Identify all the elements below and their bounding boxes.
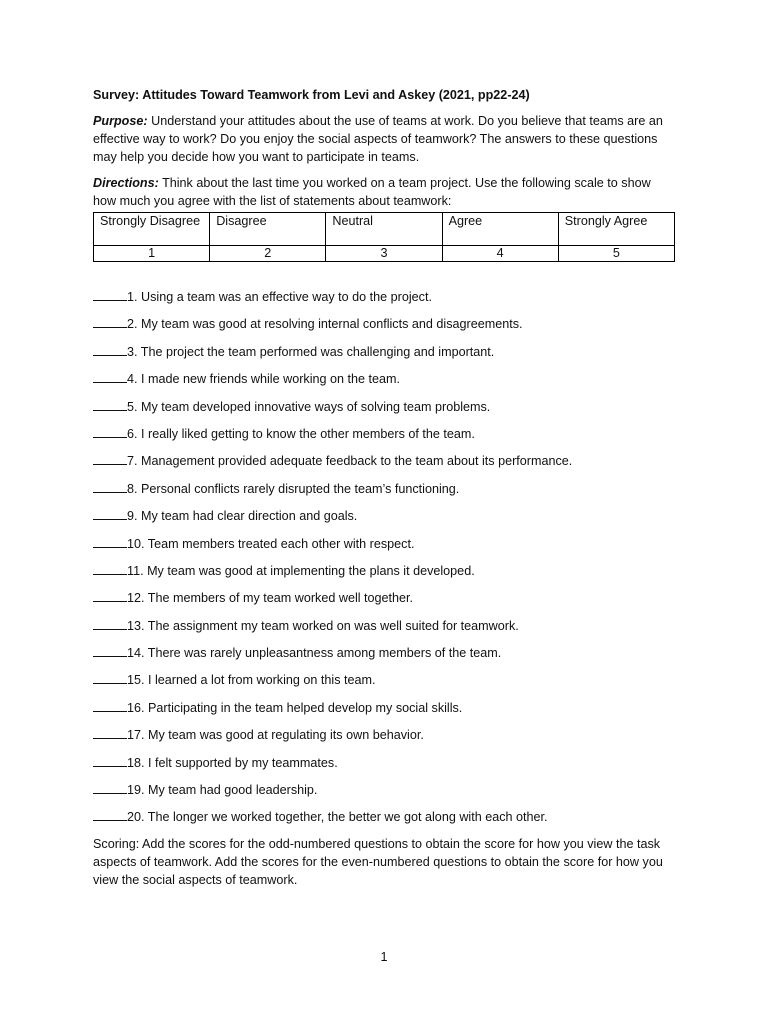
purpose-paragraph [93, 112, 675, 166]
survey-item [93, 589, 675, 616]
scale-value-cell: 4 [442, 246, 558, 262]
survey-title: Survey: Attitudes Toward Teamwork from Levi and Askey (2021, pp22-24) [93, 88, 530, 102]
survey-item [93, 315, 675, 342]
directions-text: Think about the last time you worked on a team project. Use the following scale to show how much you agree with the list of statements about teamwork: [93, 176, 651, 208]
survey-item-text: 13. The assignment my team worked on was well suited for teamwork. [127, 618, 519, 633]
survey-item-text: 14. There was rarely unpleasantness among members of the team. [127, 646, 502, 661]
scoring-paragraph: Scoring: Add the scores for the odd-numbered questions to obtain the score for how you view the task aspects of teamwork. Add the scores for the even-numbered questions to obtain the score for how you view the social aspects of teamwork. [93, 836, 663, 887]
answer-blank[interactable] [93, 617, 127, 630]
answer-blank[interactable] [93, 699, 127, 712]
survey-item-text: 16. Participating in the team helped develop my social skills. [127, 700, 463, 715]
scale-label-cell: Agree [442, 213, 558, 246]
survey-item [93, 425, 675, 452]
survey-item-text: 7. Management provided adequate feedback to the team about its performance. [127, 454, 573, 469]
answer-blank[interactable] [93, 535, 127, 548]
survey-item [93, 781, 675, 808]
rating-scale-table [93, 212, 675, 262]
scale-labels-row [94, 213, 675, 246]
answer-blank[interactable] [93, 726, 127, 739]
survey-item-text: 18. I felt supported by my teammates. [127, 755, 338, 770]
answer-blank[interactable] [93, 671, 127, 684]
survey-item-text: 10. Team members treated each other with respect. [127, 536, 415, 551]
survey-item [93, 370, 675, 397]
survey-item [93, 452, 675, 479]
scale-value-cell: 2 [210, 246, 326, 262]
survey-item [93, 535, 675, 562]
survey-item-text: 11. My team was good at implementing the plans it developed. [127, 563, 475, 578]
scale-values-row [94, 246, 675, 262]
survey-item-text: 5. My team developed innovative ways of solving team problems. [127, 399, 491, 414]
answer-blank[interactable] [93, 480, 127, 493]
answer-blank[interactable] [93, 562, 127, 575]
survey-item-text: 9. My team had clear direction and goals. [127, 509, 358, 524]
survey-item-text: 17. My team was good at regulating its own behavior. [127, 728, 424, 743]
survey-items-list [93, 288, 675, 836]
survey-item-text: 6. I really liked getting to know the other members of the team. [127, 426, 475, 441]
survey-item [93, 808, 675, 835]
scale-value-cell: 1 [94, 246, 210, 262]
scale-value-cell: 5 [558, 246, 674, 262]
survey-item-text: 19. My team had good leadership. [127, 783, 318, 798]
answer-blank[interactable] [93, 398, 127, 411]
purpose-text: Understand your attitudes about the use of teams at work. Do you believe that teams are an effective way to work? Do you enjoy the social aspects of teamwork? The answers to these questions may help you decide how you want to participate in teams. [93, 114, 663, 164]
survey-item-text: 12. The members of my team worked well together. [127, 591, 414, 606]
survey-item-text: 8. Personal conflicts rarely disrupted the team’s functioning. [127, 481, 460, 496]
answer-blank[interactable] [93, 644, 127, 657]
scale-label-cell: Strongly Agree [558, 213, 674, 246]
survey-item [93, 699, 675, 726]
survey-item [93, 754, 675, 781]
document-page [93, 86, 675, 889]
survey-item-text: 4. I made new friends while working on the team. [127, 372, 401, 387]
survey-item [93, 726, 675, 753]
scale-value-cell: 3 [326, 246, 442, 262]
answer-blank[interactable] [93, 754, 127, 767]
page-number: 1 [380, 950, 388, 964]
scale-label-cell: Disagree [210, 213, 326, 246]
answer-blank[interactable] [93, 288, 127, 301]
scale-label-cell: Strongly Disagree [94, 213, 210, 246]
survey-item [93, 644, 675, 671]
answer-blank[interactable] [93, 315, 127, 328]
answer-blank[interactable] [93, 808, 127, 821]
answer-blank[interactable] [93, 370, 127, 383]
directions-label: Directions: [93, 176, 159, 190]
survey-item-text: 2. My team was good at resolving internal conflicts and disagreements. [127, 317, 523, 332]
survey-item-text: 3. The project the team performed was challenging and important. [127, 344, 495, 359]
survey-item [93, 507, 675, 534]
survey-item [93, 480, 675, 507]
directions-paragraph [93, 174, 675, 210]
survey-item [93, 343, 675, 370]
answer-blank[interactable] [93, 452, 127, 465]
survey-item [93, 671, 675, 698]
survey-item-text: 20. The longer we worked together, the better we got along with each other. [127, 810, 548, 825]
answer-blank[interactable] [93, 781, 127, 794]
survey-item [93, 617, 675, 644]
survey-item-text: 1. Using a team was an effective way to do the project. [127, 290, 432, 304]
survey-item [93, 288, 675, 315]
survey-item-text: 15. I learned a lot from working on this team. [127, 673, 376, 688]
survey-item [93, 398, 675, 425]
answer-blank[interactable] [93, 343, 127, 356]
answer-blank[interactable] [93, 589, 127, 602]
scale-label-cell: Neutral [326, 213, 442, 246]
answer-blank[interactable] [93, 425, 127, 438]
answer-blank[interactable] [93, 507, 127, 520]
survey-item [93, 562, 675, 589]
purpose-label: Purpose: [93, 114, 148, 128]
